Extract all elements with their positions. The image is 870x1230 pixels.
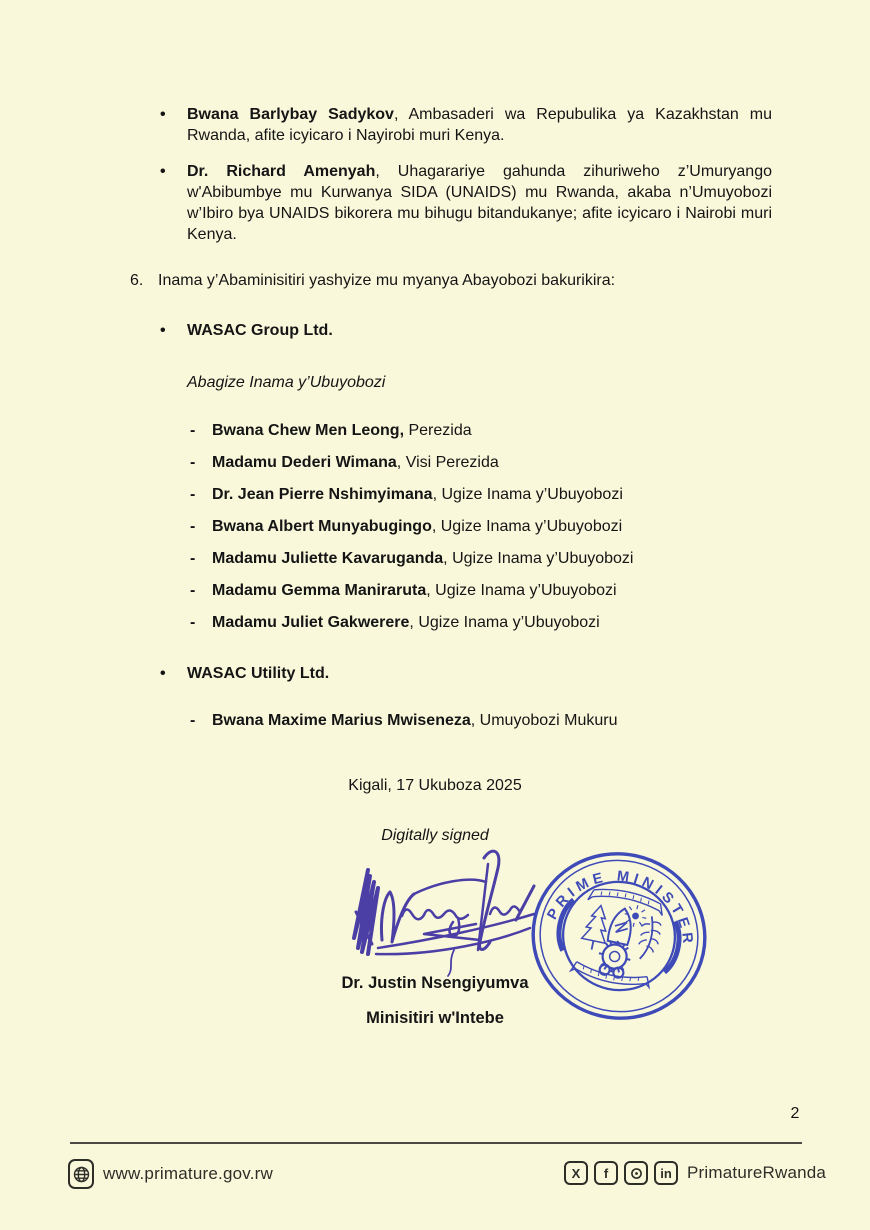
dash-icon: - (190, 454, 196, 471)
member-5 (212, 548, 633, 569)
wasac-utility-heading-row (160, 663, 329, 684)
member-7-name: Madamu Juliet Gakwerere (212, 614, 410, 631)
dash-icon: - (190, 614, 196, 631)
ambassador-2-name: Dr. Richard Amenyah (187, 163, 376, 180)
member-6-role: , Ugize Inama y’Ubuyobozi (426, 582, 617, 599)
dash-icon: - (190, 486, 196, 503)
member-2-name: Madamu Dederi Wimana (212, 454, 397, 471)
board-member-row-2 (190, 452, 499, 473)
ambassador-1-name: Bwana Barlybay Sadykov (187, 106, 394, 123)
member-1-name: Bwana Chew Men Leong, (212, 422, 405, 439)
member-1 (212, 420, 472, 441)
wasac-group-heading: WASAC Group Ltd. (187, 322, 333, 339)
dash-icon: - (190, 518, 196, 535)
member-2-role: , Visi Perezida (396, 454, 499, 471)
globe-icon (68, 1159, 94, 1189)
facebook-glyph: f (603, 1165, 609, 1181)
board-subheading: Abagize Inama y’Ubuyobozi (187, 374, 386, 391)
ambassador-bullet-1 (160, 104, 772, 146)
member-3 (212, 484, 623, 505)
bullet-icon: • (160, 665, 166, 682)
board-member-row-7 (190, 612, 600, 633)
board-member-row-5 (190, 548, 633, 569)
numbered-item-6 (130, 270, 790, 291)
ambassador-bullet-2-text (187, 161, 772, 245)
footer-social-group (564, 1161, 826, 1185)
dash-icon: - (190, 582, 196, 599)
board-member-row-4 (190, 516, 622, 537)
dash-icon: - (190, 550, 196, 567)
member-1-role: Perezida (404, 422, 472, 439)
utility-member-name: Bwana Maxime Marius Mwiseneza (212, 712, 471, 729)
dash-icon: - (190, 422, 196, 439)
utility-member-role: , Umuyobozi Mukuru (470, 712, 618, 729)
member-4-role: , Ugize Inama y’Ubuyobozi (431, 518, 623, 535)
signer-title: Minisitiri w'Intebe (366, 1009, 504, 1027)
board-member-row-1 (190, 420, 472, 441)
member-2 (212, 452, 499, 473)
x-twitter-icon (564, 1161, 588, 1185)
stamp-text: PRIME MINISTER (544, 868, 696, 949)
footer-website-group (68, 1159, 273, 1189)
item-6-text: Inama y’Abaminisitiri yashyize mu myanya Abayobozi bakurikira: (158, 272, 616, 289)
member-4-name: Bwana Albert Munyabugingo (212, 518, 432, 535)
utility-member-row (190, 710, 617, 731)
board-member-row-6 (190, 580, 617, 601)
page-number: 2 (790, 1105, 800, 1122)
date-line: Kigali, 17 Ukuboza 2025 (348, 777, 522, 794)
instagram-icon (624, 1161, 648, 1185)
prime-minister-stamp (527, 850, 711, 1026)
footer-website-url: www.primature.gov.rw (103, 1164, 273, 1183)
member-7-role: , Ugize Inama y’Ubuyobozi (409, 614, 600, 631)
wasac-utility-heading: WASAC Utility Ltd. (187, 665, 330, 682)
member-5-name: Madamu Juliette Kavaruganda (212, 550, 444, 567)
member-7 (212, 612, 600, 633)
ambassador-2-description: , Uhagarariye gahunda zihuriweho z’Umuryango w'Abibumbye mu Kurwanya SIDA (UNAIDS) mu Rwanda, akaba n’Umuyobozi w’Ibiro bya UNAIDS bikorera mu bihugu bitandukanye; afite icyicaro i Nairobi muri Kenya. (187, 163, 773, 243)
ambassador-1-description: , Ambasaderi wa Repubulika ya Kazakhstan mu Rwanda, afite icyicaro i Nayirobi muri Kenya. (187, 106, 772, 144)
member-3-role: , Ugize Inama y’Ubuyobozi (432, 486, 623, 503)
member-3-name: Dr. Jean Pierre Nshimyimana (212, 486, 433, 503)
member-4 (212, 516, 622, 537)
dash-icon: - (190, 712, 196, 729)
member-6 (212, 580, 617, 601)
digitally-signed-label: Digitally signed (381, 827, 489, 844)
linkedin-glyph: in (660, 1165, 672, 1181)
facebook-icon (594, 1161, 618, 1185)
linkedin-icon (654, 1161, 678, 1185)
footer-social-handle: PrimatureRwanda (687, 1163, 827, 1182)
member-5-role: , Ugize Inama y’Ubuyobozi (443, 550, 634, 567)
bullet-icon: • (160, 106, 166, 123)
board-member-row-3 (190, 484, 623, 505)
bullet-icon: • (160, 163, 166, 180)
footer-divider (70, 1142, 802, 1144)
bullet-icon: • (160, 322, 166, 339)
ambassador-bullet-1-text (187, 104, 772, 146)
x-glyph: X (571, 1165, 581, 1181)
signature-image (338, 842, 544, 978)
wasac-group-heading-row (160, 320, 333, 341)
ambassador-bullet-2 (160, 161, 772, 245)
signer-name: Dr. Justin Nsengiyumva (341, 974, 529, 992)
member-6-name: Madamu Gemma Maniraruta (212, 582, 427, 599)
item-6-number: 6. (130, 272, 144, 289)
utility-member (212, 710, 617, 731)
